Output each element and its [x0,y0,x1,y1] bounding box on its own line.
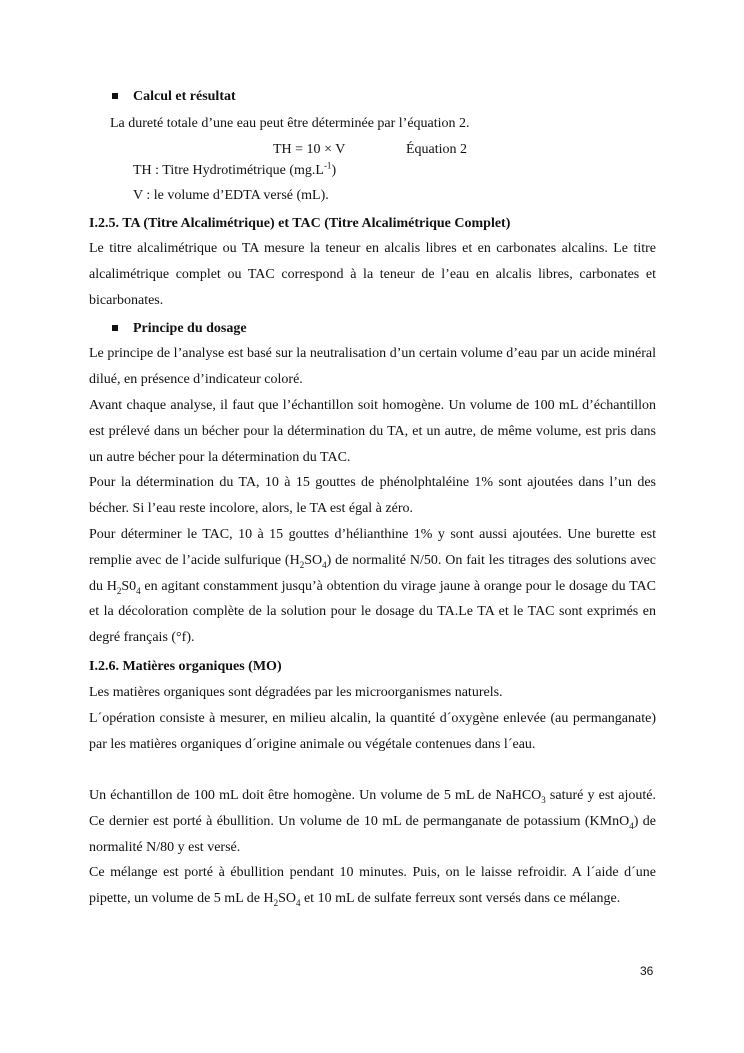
bullet-icon [112,93,118,99]
principe-heading: Principe du dosage [133,321,247,336]
mo-paragraph-2: L´opération consiste à mesurer, en milieu alcalin, la quantité d´oxygène enlevée (au permanganate) par les matières organiques d´origine animale ou végétale contenues dans l´eau. [89,711,656,752]
tac-paragraph-4: Pour la détermination du TA, 10 à 15 gouttes de phénolphtaléine 1% sont ajoutées dans l’un des bécher. Si l’eau reste incolore, alors, le TA est égal à zéro. [89,475,656,516]
th-definition: TH : Titre Hydrotimétrique $(mg.L^{-1})$ [133,160,337,178]
calc-intro: La dureté totale d’une eau peut être déterminée par l’équation 2. [110,116,470,131]
tac-paragraph-1: Le titre alcalimétrique ou TA mesure la teneur en alcalis libres et en carbonates alcalins. Le titre alcalimétrique complet ou TAC correspond à la teneur de l’eau en alcalis libres, carbonates et bicarbonates. [89,241,656,308]
tac-paragraph-3: Avant chaque analyse, il faut que l’échantillon soit homogène. Un volume de 100 mL d’échantillon est prélevé dans un bécher pour la détermination du TA, et un autre, de même volume, est pris dans un autre bécher pour la détermination du TAC. [89,398,656,465]
mo-paragraph-4: Ce mélange est porté à ébullition pendant 10 minutes. Puis, on le laisse refroidir. A l´aide d´une pipette, un volume de 5 mL de $H_2SO_4$ et 10 mL de sulfate ferreux sont versés dans ce mélange. [89,865,656,908]
section-heading-mo: I.2.6. Matières organiques (MO) [89,659,282,674]
equation [273,141,345,158]
calc-heading: Calcul et résultat [133,89,236,104]
v-definition: V : le volume d’EDTA versé (mL). [133,188,329,203]
bullet-icon [112,325,118,331]
section-heading-tac: I.2.5. TA (Titre Alcalimétrique) et TAC (Titre Alcalimétrique Complet) [89,216,511,231]
tac-paragraph-5: Pour déterminer le TAC, 10 à 15 gouttes d’hélianthine 1% y sont aussi ajoutées. Une burette est remplie avec de l’acide sulfurique $(H_2SO_4)$ de normalité N/50. On fait les titrages des solutions avec du $H_2S0_4$ en agitant constamment jusqu’à obtention du virage jaune à orange pour le dosage du TAC et la décoloration complète de la solution pour le dosage du TA.Le TA et le TAC sont exprimés en degré français (°f). [89,527,656,646]
equation-operator: × [324,142,332,157]
mo-paragraph-3: Un échantillon de 100 mL doit être homogène. Un volume de 5 mL de NaHCO$_3$ saturé y est ajouté. Ce dernier est porté à ébullition. Un volume de 10 mL de permanganate de potassium (KMnO$_4$) de normalité N/80 y est versé. [89,788,657,855]
equation-left: TH = 10 [273,142,321,157]
equation-right: V [335,142,346,157]
tac-paragraph-2: Le principe de l’analyse est basé sur la neutralisation d’un certain volume d’eau par un acide minéral dilué, en présence d’indicateur coloré. [89,346,656,387]
mo-paragraph-1: Les matières organiques sont dégradées par les microorganismes naturels. [89,685,503,700]
equation-label: Équation 2 [406,142,468,157]
page-number: 36 [640,964,654,978]
